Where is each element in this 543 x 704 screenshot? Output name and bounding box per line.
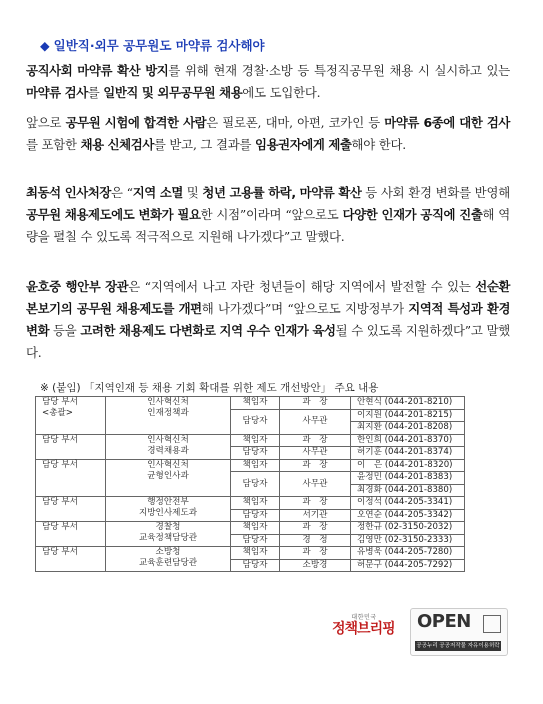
role-cell: 책임자: [231, 522, 280, 535]
title-cell: 서기관: [280, 509, 351, 522]
name-cell: 이정석 (044-205-3341): [351, 497, 465, 510]
org-cell: 인사혁신처 경력채용과: [106, 434, 231, 459]
table-row: [36, 497, 465, 510]
table-row: [36, 459, 465, 472]
table-row: [36, 547, 465, 560]
license-type-icon: [483, 615, 501, 633]
role-cell: 책임자: [231, 547, 280, 560]
role-cell: 담당자: [231, 447, 280, 460]
license-caption: 공공누리 공공저작물 자유이용허락: [416, 643, 500, 649]
role-cell: 책임자: [231, 497, 280, 510]
paragraph-4: 윤호중 행안부 장관은 “지역에서 나고 자란 청년들이 해당 지역에서 발전할 수 있는 선순환 본보기의 공무원 채용제도를 개편해 나가겠다”며 “앞으로도 지방정부가 지역적 특성과 환경 변화 등을 고려한 채용제도 다변화로 지역 우수 인재가 육성될 수 있도록 지원하겠다”고 말했다.: [26, 279, 511, 360]
attachment-note: ※ (붙임) 「지역인재 등 채용 기회 확대를 위한 제도 개선방안」 주요 내용: [40, 382, 379, 394]
role-cell: 담당자: [231, 472, 280, 497]
name-cell: 허문구 (044-205-7292): [351, 559, 465, 572]
name-cell: 허기훈 (044-201-8374): [351, 447, 465, 460]
table-row: [36, 397, 465, 410]
logo-caption: 대한민국: [351, 614, 377, 621]
role-cell: 책임자: [231, 397, 280, 410]
section-heading: ◆ 일반직·외무 공무원도 마약류 검사해야: [40, 38, 265, 53]
open-wordmark: OPEN: [417, 611, 471, 632]
org-cell: 소방청 교육훈련담당관: [106, 547, 231, 572]
logo-wordmark: 정책브리핑: [332, 621, 395, 637]
name-cell: 안현식 (044-201-8210): [351, 397, 465, 410]
dept-cell: 담당 부서: [36, 434, 106, 459]
policy-briefing-logo: [332, 612, 396, 656]
title-cell: 과 장: [280, 522, 351, 535]
name-cell: 정한규 (02-3150-2032): [351, 522, 465, 535]
role-cell: 담당자: [231, 559, 280, 572]
name-cell: 윤정민 (044-201-8383): [351, 472, 465, 485]
contact-table: [35, 396, 465, 572]
name-cell: 유병욱 (044-205-7280): [351, 547, 465, 560]
title-cell: 과 장: [280, 459, 351, 472]
table-row: [36, 434, 465, 447]
role-cell: 책임자: [231, 434, 280, 447]
name-cell: 오연순 (044-205-3342): [351, 509, 465, 522]
paragraph-2: 앞으로 공무원 시험에 합격한 사람은 필로폰, 대마, 아편, 코카인 등 마약류 6종에 대한 검사를 포함한 채용 신체검사를 받고, 그 결과를 임용권자에게 제출해야 한다.: [26, 115, 510, 152]
name-cell: 김영만 (02-3150-2333): [351, 534, 465, 547]
role-cell: 담당자: [231, 409, 280, 434]
title-cell: 과 장: [280, 547, 351, 560]
org-cell: 경찰청 교육정책담당관: [106, 522, 231, 547]
title-cell: 경 정: [280, 534, 351, 547]
name-cell: 이지원 (044-201-8215): [351, 409, 465, 422]
diamond-icon: ◆: [40, 38, 50, 53]
dept-cell: 담당 부서: [36, 459, 106, 497]
paragraph-1: 공직사회 마약류 확산 방지를 위해 현재 경찰·소방 등 특정직공무원 채용 시 실시하고 있는 마약류 검사를 일반직 및 외무공무원 채용에도 도입한다.: [26, 63, 510, 100]
title-cell: 사무관: [280, 409, 351, 434]
role-cell: 담당자: [231, 509, 280, 522]
name-cell: 최경화 (044-201-8380): [351, 484, 465, 497]
dept-cell: 담당 부서: [36, 547, 106, 572]
title-cell: 과 장: [280, 397, 351, 410]
paragraph-3: 최동석 인사처장은 “지역 소멸 및 청년 고용률 하락, 마약류 확산 등 사회 환경 변화를 반영해 공무원 채용제도에도 변화가 필요한 시점”이라며 “앞으로도 다양한 인재가 공직에 진출해 역량을 펼칠 수 있도록 적극적으로 지원해 나가겠다”고 말했다.: [26, 185, 510, 244]
title-cell: 과 장: [280, 497, 351, 510]
title-cell: 과 장: [280, 434, 351, 447]
dept-cell: 담당 부서: [36, 522, 106, 547]
org-cell: 인사혁신처 균형인사과: [106, 459, 231, 497]
name-cell: 이 은 (044-201-8320): [351, 459, 465, 472]
name-cell: 최지환 (044-201-8208): [351, 422, 465, 435]
kogl-open-license-logo: [410, 608, 508, 656]
title-cell: 사무관: [280, 447, 351, 460]
table-row: [36, 522, 465, 535]
org-cell: 행정안전부 지방인사제도과: [106, 497, 231, 522]
role-cell: 책임자: [231, 459, 280, 472]
name-cell: 한인희 (044-201-8370): [351, 434, 465, 447]
title-cell: 소방경: [280, 559, 351, 572]
dept-cell: 담당 부서: [36, 497, 106, 522]
dept-cell: 담당 부서 <총괄>: [36, 397, 106, 435]
title-cell: 사무관: [280, 472, 351, 497]
role-cell: 담당자: [231, 534, 280, 547]
org-cell: 인사혁신처 인재정책과: [106, 397, 231, 435]
